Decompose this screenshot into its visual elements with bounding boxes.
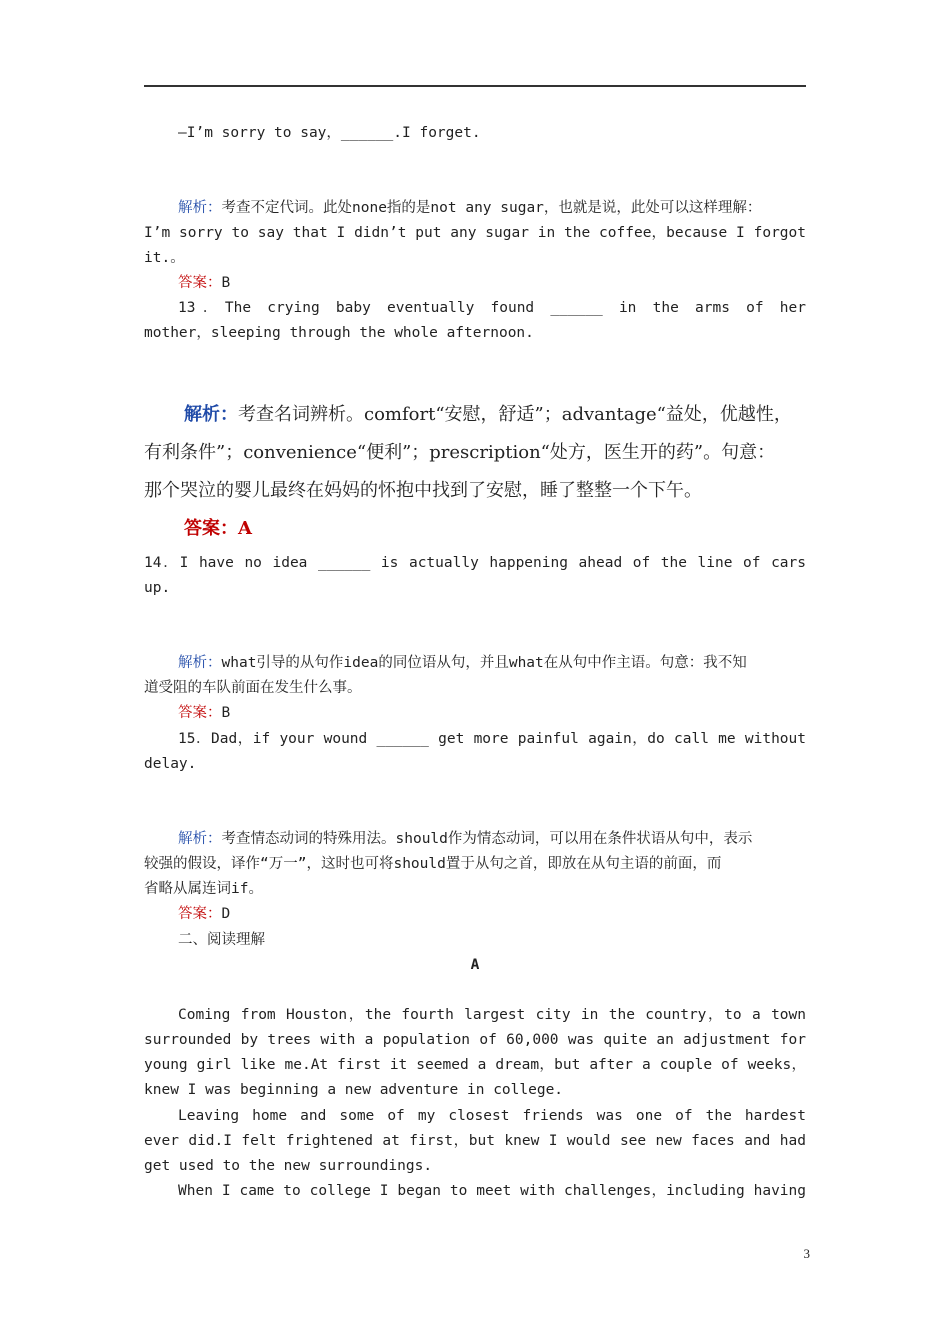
q12-answer-label: 答案：	[178, 275, 222, 291]
passage-line: young girl like me.At first it seemed a dream，but after a couple of weeks，	[144, 1057, 806, 1073]
q14-answer-label: 答案：	[178, 705, 222, 721]
q14-stem-line-2: up.	[144, 580, 171, 596]
q13-options-cd	[178, 371, 806, 396]
q15-explanation-line-1: 解析：考查情态动词的特殊用法。should作为情态动词，可以用在条件状语从句中，表示	[178, 831, 753, 847]
passage-line: When I came to college I began to meet with challenges，including having	[178, 1183, 806, 1199]
q15-explanation-line-3: 省略从属连词if。	[144, 881, 263, 897]
q15-answer: 答案：D	[178, 906, 231, 922]
passage-line: surrounded by trees with a population of 60,000 was quite an adjustment for	[144, 1032, 806, 1048]
q13-explanation-line-2: 有利条件”；convenience“便利”；prescription“处方，医生开的药”。句意：	[144, 442, 776, 463]
q15-stem-line-1: 15．Dad，if your wound ______ get more painful again，do call me without	[178, 731, 806, 747]
q14-answer: 答案：B	[178, 705, 231, 721]
q14-options-ab	[178, 601, 806, 626]
q12-options-cd	[178, 171, 806, 196]
q15-options-cd	[178, 802, 806, 827]
q13-answer: 答案：A	[184, 518, 252, 539]
passage-line: ever did.I felt frightened at first，but knew I would see new faces and had	[144, 1133, 806, 1149]
q14-explanation-label: 解析：	[178, 655, 222, 671]
q13-explanation-line-1: 解析：考查名词辨析。comfort“安慰，舒适”；advantage“益处，优越性，	[184, 404, 792, 425]
q13-explanation-label: 解析：	[184, 404, 238, 425]
passage-line: get used to the new surroundings.	[144, 1158, 433, 1174]
q13-stem-line-2: mother，sleeping through the whole afternoon.	[144, 325, 534, 341]
q14-explanation-line-2: 道受阻的车队前面在发生什么事。	[144, 680, 362, 696]
q15-explanation-label: 解析：	[178, 831, 222, 847]
q12-explanation-line-1: 解析：考查不定代词。此处none指的是not any sugar，也就是说，此处可以这样理解：	[178, 200, 762, 216]
q14-options-cd	[178, 626, 806, 651]
passage-title: A	[470, 957, 480, 973]
q13-explanation-line-3: 那个哭泣的婴儿最终在妈妈的怀抱中找到了安慰，睡了整整一个下午。	[144, 480, 702, 501]
q12-stem: —I’m sorry to say，______.I forget.	[178, 125, 481, 141]
q15-answer-label: 答案：	[178, 906, 222, 922]
q15-options-ab	[178, 777, 806, 802]
q12-options-ab	[178, 146, 806, 171]
page-number: 3	[803, 1246, 810, 1261]
q14-stem-line-1: 14．I have no idea ______ is actually happening ahead of the line of cars	[144, 555, 806, 571]
q12-answer: 答案：B	[178, 275, 231, 291]
q15-explanation-line-2: 较强的假设，译作“万一”，这时也可将should置于从句之首，即放在从句主语的前面，而	[144, 856, 722, 872]
section-title: 二、阅读理解	[178, 932, 265, 948]
q13-stem-line-1: 13．The crying baby eventually found ______ in the arms of her	[178, 300, 806, 316]
q14-explanation-line-1: 解析：what引导的从句作idea的同位语从句，并且what在从句中作主语。句意：我不知	[178, 655, 747, 671]
q13-answer-label: 答案：	[184, 518, 238, 539]
passage-line: knew I was beginning a new adventure in college.	[144, 1082, 564, 1098]
q12-explanation-label: 解析：	[178, 200, 222, 216]
q12-explanation-line-2: I’m sorry to say that I didn’t put any sugar in the coffee，because I forgot	[144, 225, 806, 241]
q15-stem-line-2: delay.	[144, 756, 197, 772]
passage-line: Leaving home and some of my closest friends was one of the hardest	[178, 1108, 806, 1124]
passage-line: Coming from Houston，the fourth largest city in the country，to a town	[178, 1007, 806, 1023]
q12-explanation-line-3: it.。	[144, 250, 185, 266]
q13-options-ab	[178, 346, 806, 371]
header-rule	[144, 85, 806, 87]
